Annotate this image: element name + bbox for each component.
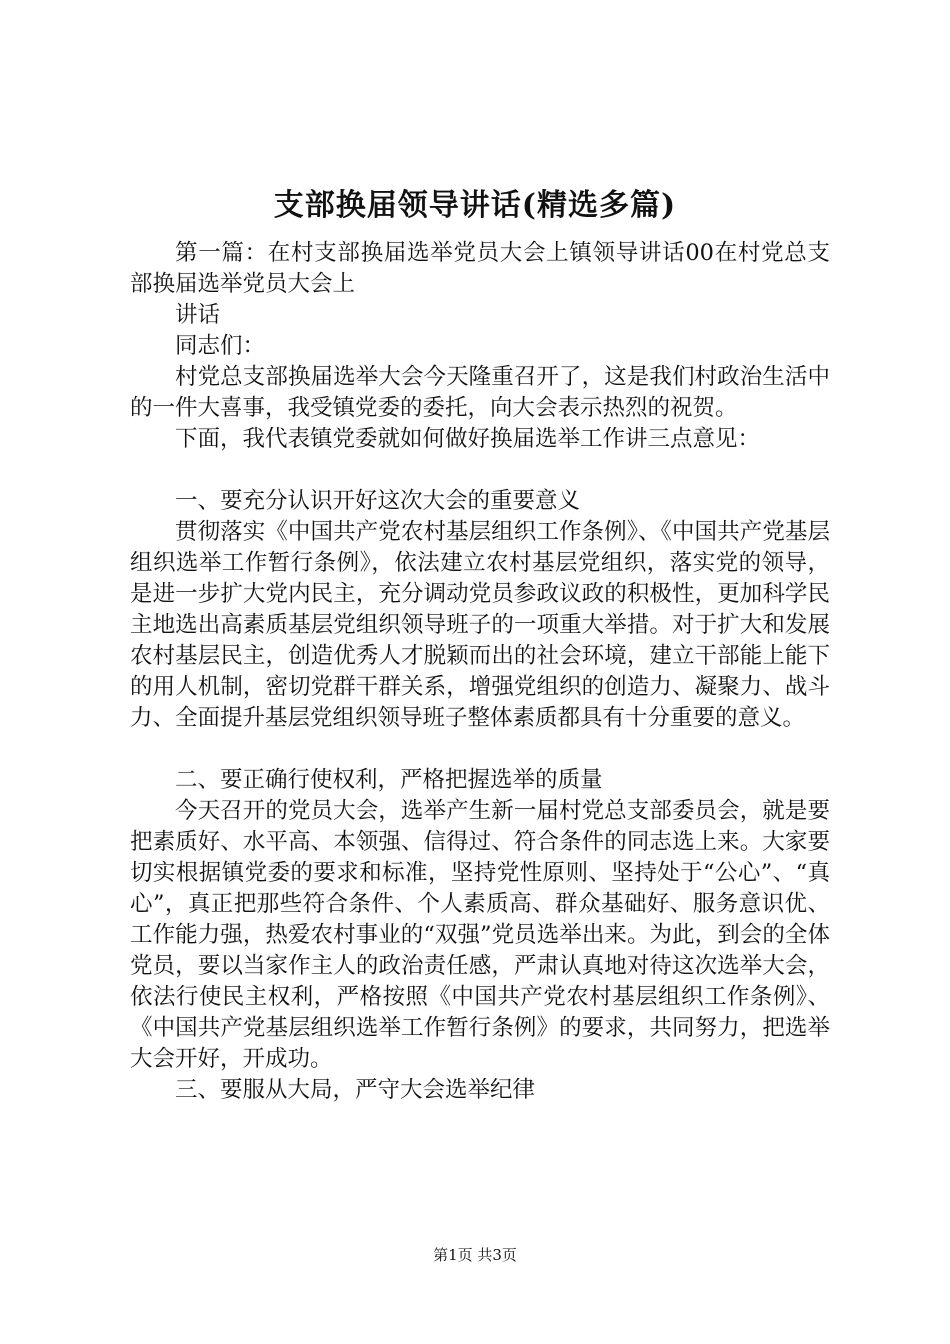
paragraph-opening: 村党总支部换届选举大会今天隆重召开了，这是我们村政治生活中的一件大喜事，我受镇党委的委托，向大会表示热烈的祝贺。: [130, 364, 830, 421]
section-heading-3: 三、要服从大局，严守大会选举纪律: [175, 1077, 536, 1103]
section-heading-1: 一、要充分认识开好这次大会的重要意义: [175, 488, 581, 514]
section-heading-2: 二、要正确行使权利，严格把握选举的质量: [175, 767, 603, 793]
paragraph-spacer: [130, 734, 830, 765]
paragraph-overview: 下面，我代表镇党委就如何做好换届选举工作讲三点意见：: [175, 426, 761, 452]
paragraph-intro: 第一篇：在村支部换届选举党员大会上镇领导讲话00在村党总支部换届选举党员大会上: [130, 240, 830, 297]
paragraph-section-2: 今天召开的党员大会，选举产生新一届村党总支部委员会，就是要把素质好、水平高、本领强、信得过、符合条件的同志选上来。大家要切实根据镇党委的要求和标准，坚持党性原则、坚持处于“公心”、“真心”，真正把那些符合条件、个人素质高、群众基础好、服务意识优、工作能力强，热爱农村事业的“双强”党员选举出来。为此，到会的全体党员，要以当家作主人的政治责任感，严肃认真地对待这次选举大会，依法行使民主权利，严格按照《中国共产党农村基层组织工作条例》、《中国共产党基层组织选举工作暂行条例》的要求，共同努力，把选举大会开好，开成功。: [130, 798, 830, 1072]
paragraph-spacer: [130, 455, 830, 486]
paragraph-salutation: 同志们：: [175, 333, 266, 359]
paragraph-speech: 讲话: [175, 302, 221, 328]
document-body: [130, 238, 830, 1106]
paragraph-section-1: 贯彻落实《中国共产党农村基层组织工作条例》、《中国共产党基层组织选举工作暂行条例》，依法建立农村基层党组织，落实党的领导，是进一步扩大党内民主，充分调动党员参政议政的积极性，更加科学民主地选出高素质基层党组织领导班子的一项重大举措。对于扩大和发展农村基层民主，创造优秀人才脱颖而出的社会环境，建立干部能上能下的用人机制，密切党群干群关系，增强党组织的创造力、凝聚力、战斗力、全面提升基层党组织领导班子整体素质都具有十分重要的意义。: [130, 519, 830, 731]
page-number-footer: 第1页 共3页: [433, 1246, 517, 1264]
document-title: 支部换届领导讲话(精选多篇): [273, 188, 677, 223]
